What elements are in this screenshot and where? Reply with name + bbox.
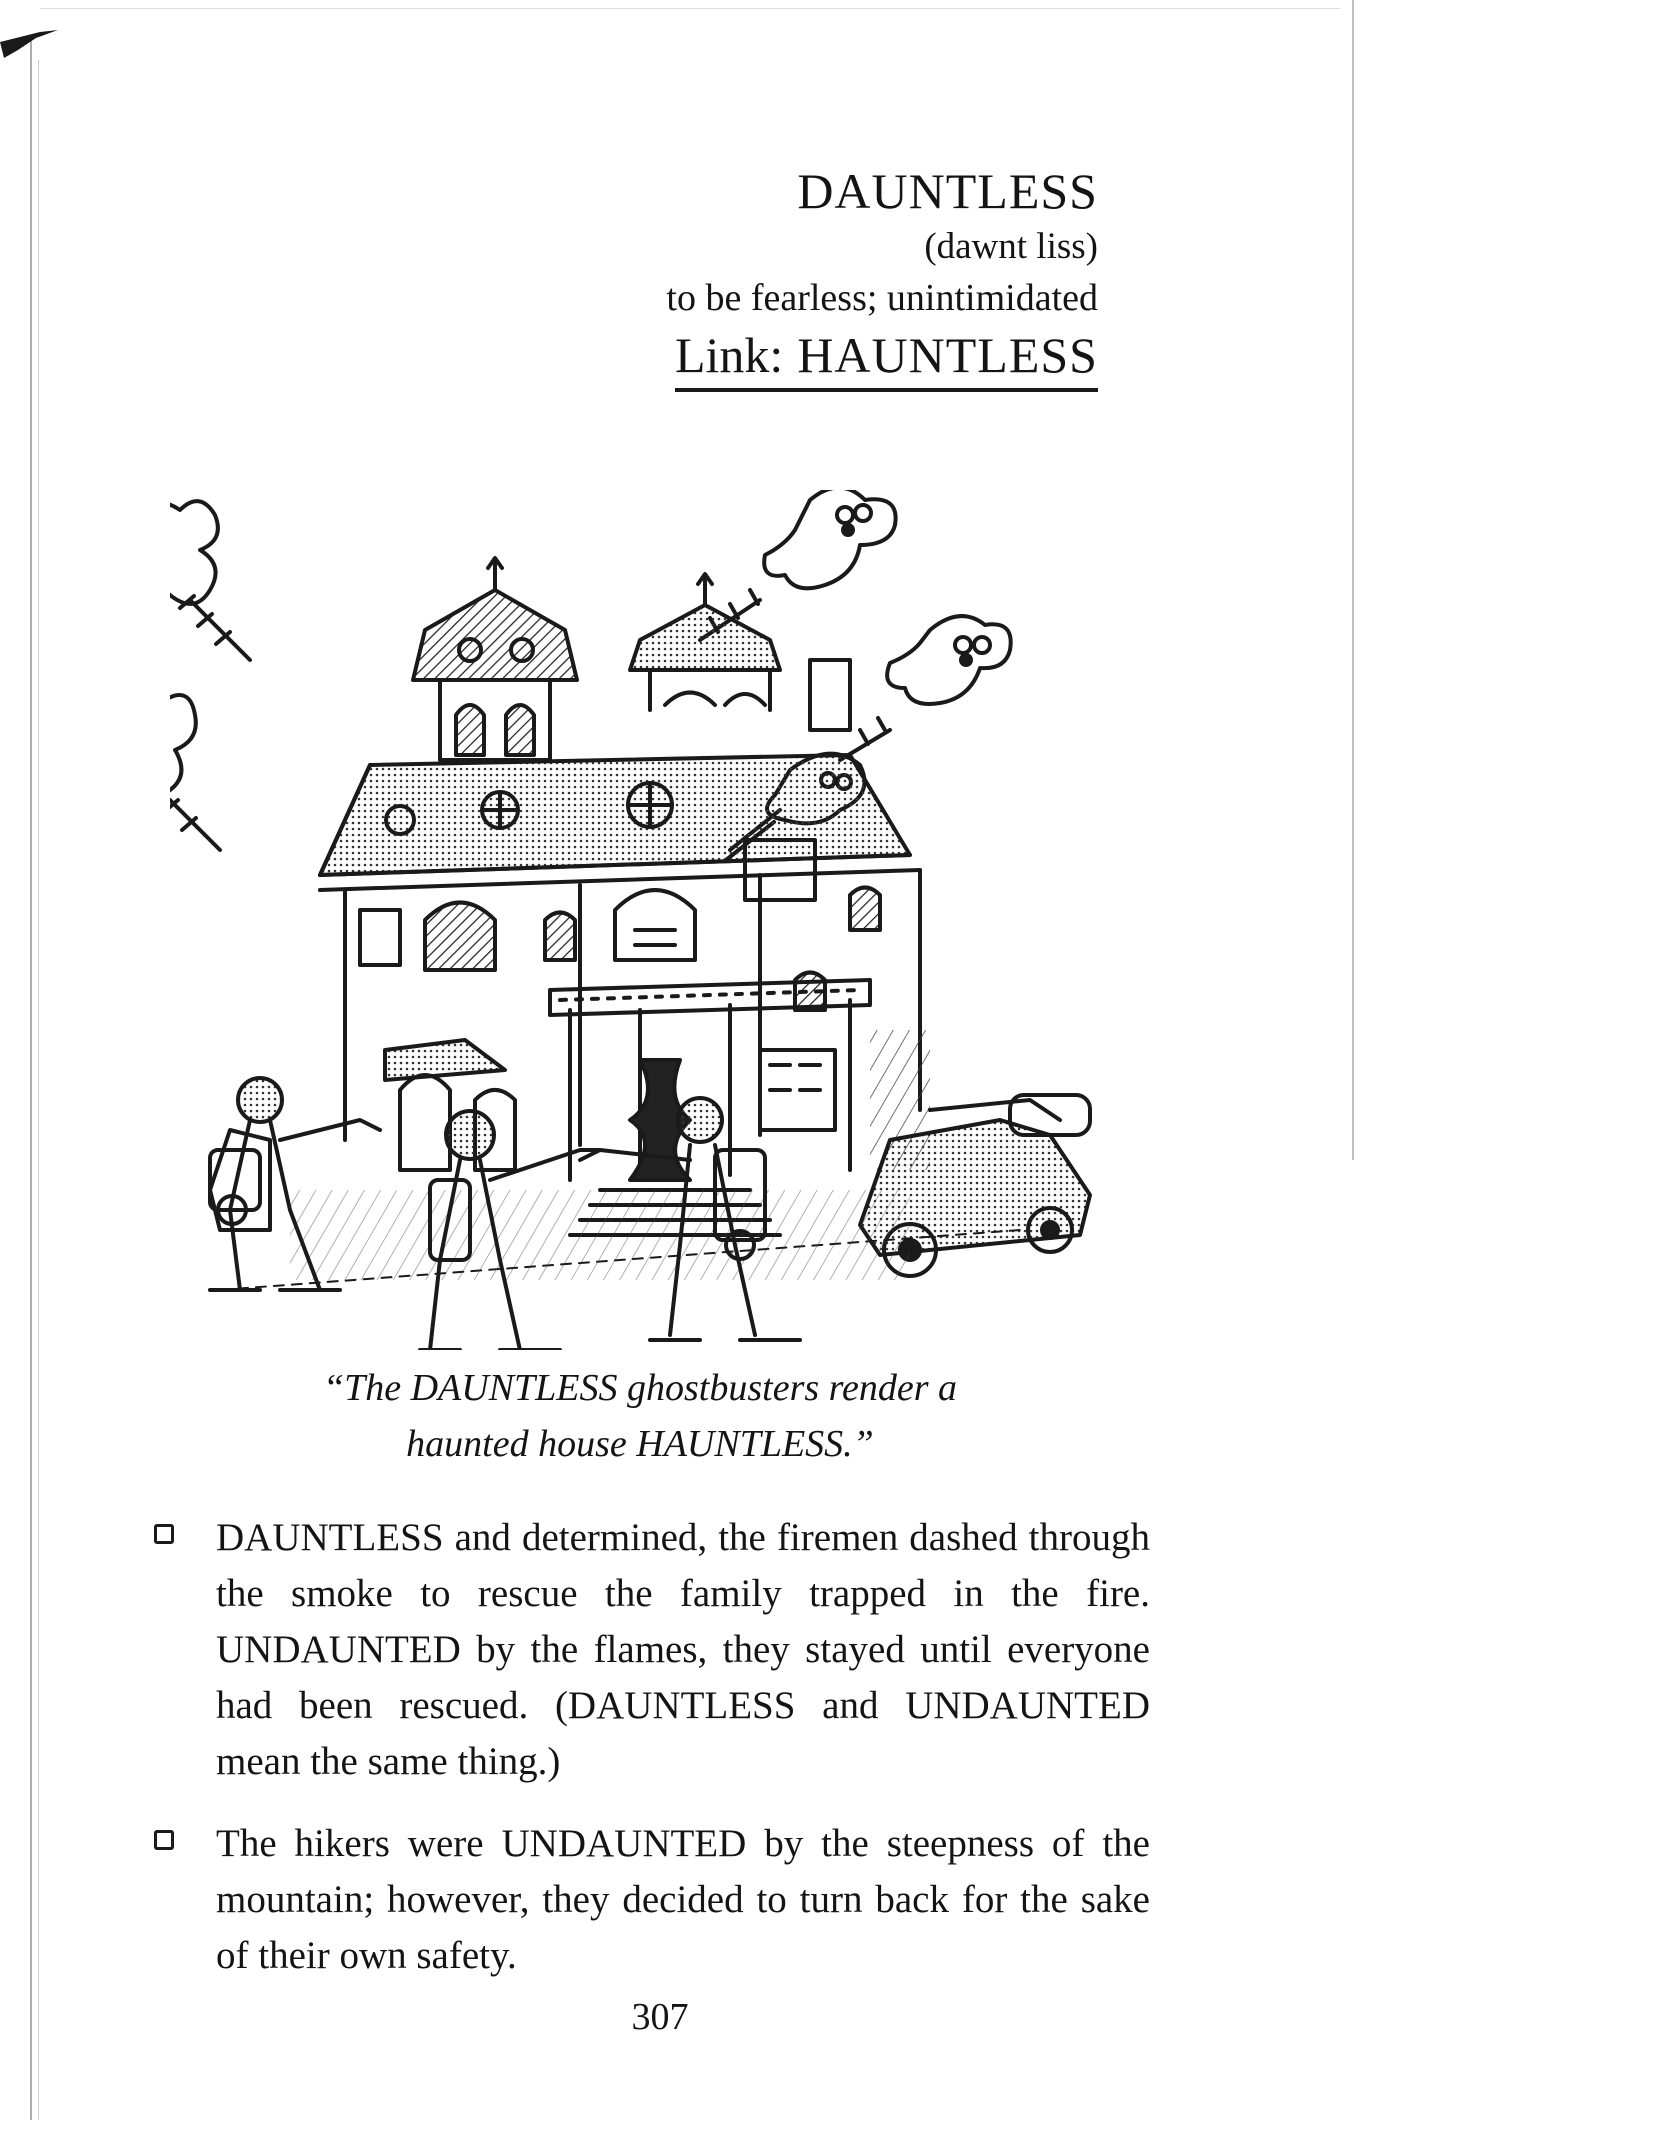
definition: to be fearless; unintimidated bbox=[666, 277, 1098, 319]
scan-left-edge bbox=[30, 40, 32, 2120]
example-item bbox=[150, 1510, 1150, 1790]
caption-line-1: “The DAUNTLESS ghostbusters render a bbox=[322, 1367, 958, 1409]
scan-corner-mark bbox=[0, 24, 60, 64]
ghost-left-middle bbox=[170, 694, 220, 850]
haunted-house-ghostbusters-illustration bbox=[170, 490, 1150, 1350]
ghost-top-left bbox=[170, 501, 250, 660]
example-list bbox=[150, 1510, 1150, 2010]
checkbox-icon bbox=[154, 1830, 174, 1850]
example-text: DAUNTLESS and determined, the firemen dashed through the smoke to rescue the family trapped in the fire. UNDAUNTED by the flames, they stayed until everyone had been rescued. (DAUNTLESS and UNDAUNTED mean the same thing.) bbox=[216, 1516, 1150, 1783]
link-label: Link: bbox=[674, 327, 784, 383]
illustration-caption bbox=[240, 1360, 1040, 1472]
ghost-right-middle bbox=[840, 616, 1011, 760]
link-word: HAUNTLESS bbox=[797, 327, 1098, 383]
checkbox-icon bbox=[154, 1524, 174, 1544]
scan-right-edge bbox=[1352, 0, 1354, 1160]
example-item bbox=[150, 1816, 1150, 1984]
headword: DAUNTLESS bbox=[797, 163, 1098, 219]
entry-header bbox=[398, 160, 1098, 392]
scan-left-edge-inner bbox=[38, 60, 39, 2120]
caption-line-2: haunted house HAUNTLESS.” bbox=[406, 1423, 874, 1465]
page-number: 307 bbox=[631, 1996, 689, 2038]
scan-top-edge bbox=[40, 8, 1340, 9]
example-text: The hikers were UNDAUNTED by the steepness of the mountain; however, they decided to turn back for the sake of their own safety. bbox=[216, 1822, 1150, 1977]
link-line bbox=[675, 324, 1098, 392]
pronunciation: (dawnt liss) bbox=[924, 226, 1098, 267]
